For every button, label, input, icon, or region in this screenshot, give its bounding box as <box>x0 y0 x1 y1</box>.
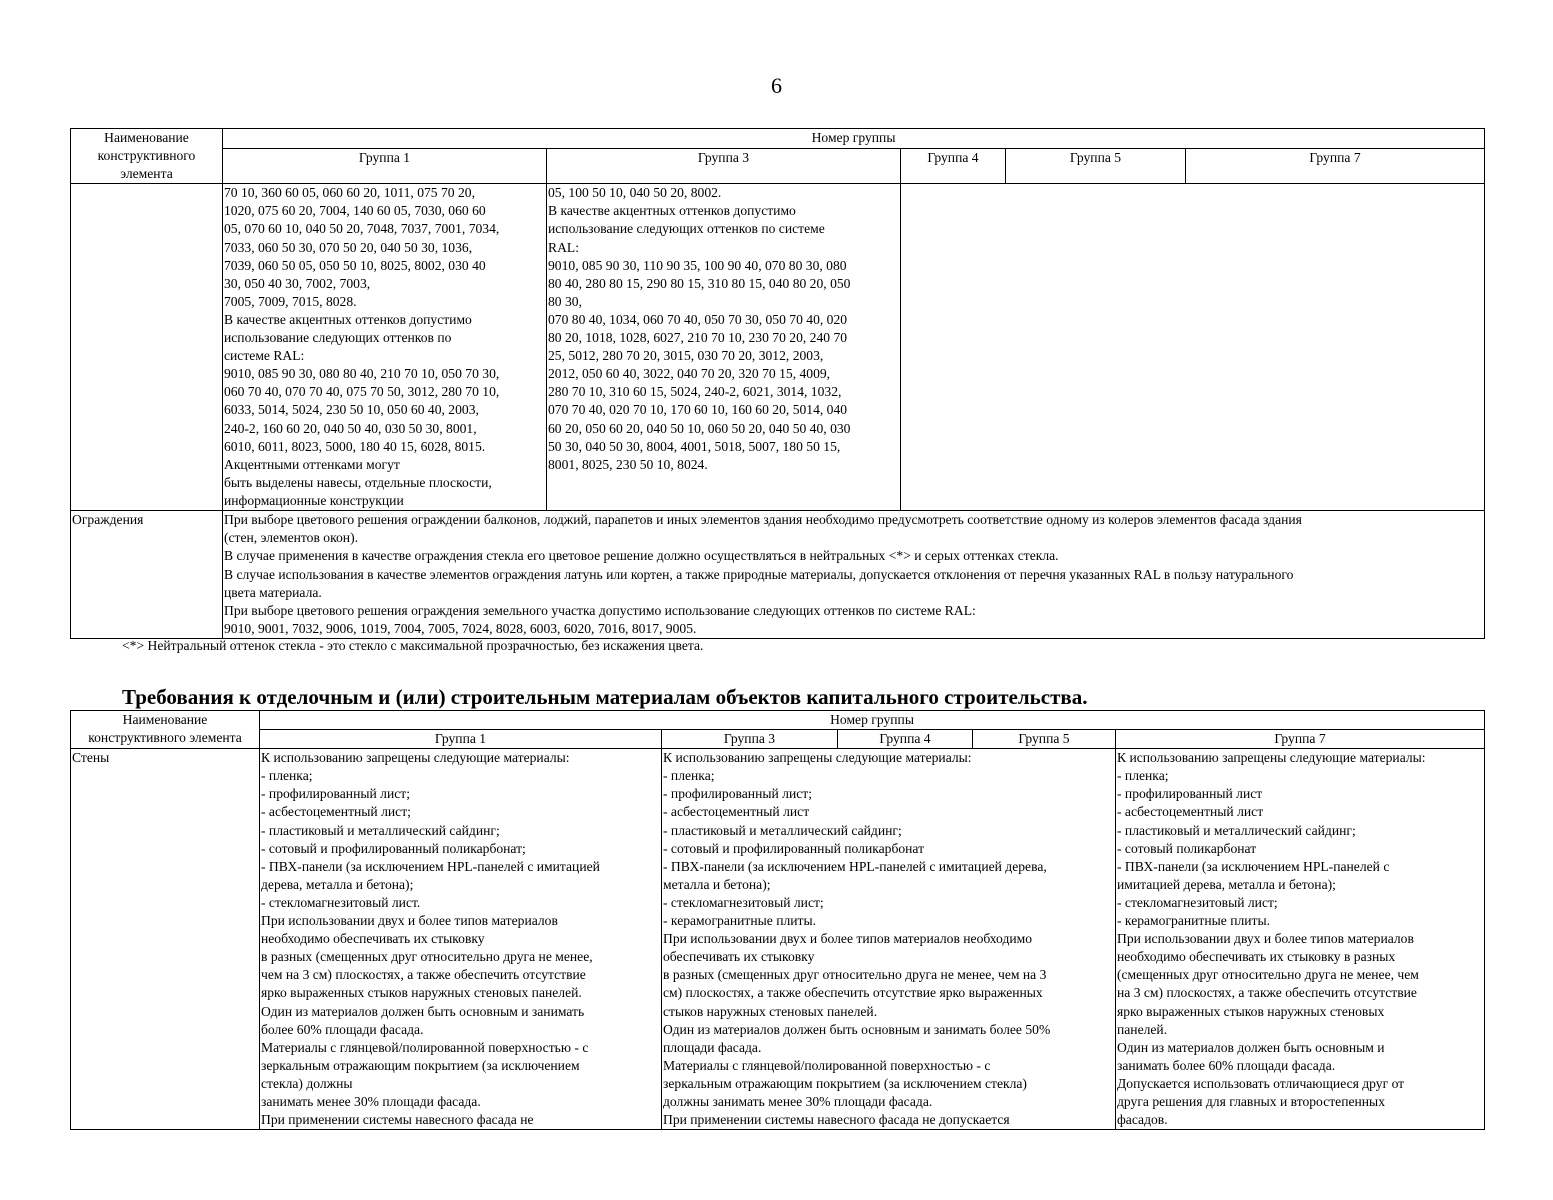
text-line: информационные конструкции <box>224 492 404 508</box>
header2-group-7: Группа 7 <box>1116 730 1485 749</box>
row-walls-group1 <box>260 749 662 1130</box>
text-line: использование следующих оттенков по <box>224 330 452 346</box>
text-line: Допускается использовать отличающиеся друг от <box>1117 1075 1405 1091</box>
text-line: - ПВХ-панели (за исключением HPL-панелей с <box>1117 858 1390 874</box>
text-line: - сотовый поликарбонат <box>1117 840 1257 856</box>
row-colors-group1 <box>223 184 547 511</box>
text-line: 05, 100 50 10, 040 50 20, 8002. <box>548 185 722 201</box>
text-line: 70 10, 360 60 05, 060 60 20, 1011, 075 70 20, <box>224 185 475 201</box>
text-line: 9010, 085 90 30, 080 80 40, 210 70 10, 050 70 30, <box>224 366 500 382</box>
header2-group-3: Группа 3 <box>662 730 838 749</box>
text-line: 7039, 060 50 05, 050 50 10, 8025, 8002, 030 40 <box>224 257 486 273</box>
text-line: Один из материалов должен быть основным и занимать более 50% <box>663 1021 1051 1037</box>
text-line: - асбестоцементный лист <box>1117 804 1264 820</box>
text-line: К использованию запрещены следующие материалы: <box>261 750 570 766</box>
text-line: При применении системы навесного фасада не <box>261 1112 534 1128</box>
text-line: 6033, 5014, 5024, 230 50 10, 050 60 40, 2003, <box>224 402 479 418</box>
header-group-3: Группа 3 <box>547 148 901 183</box>
page-number: 6 <box>771 73 782 98</box>
text-line: - керамогранитные плиты. <box>1117 913 1270 929</box>
text-line: имитацией дерева, металла и бетона); <box>1117 876 1336 892</box>
text-line: При использовании двух и более типов материалов <box>261 913 558 929</box>
text-line: в разных (смещенных друг относительно друга не менее, <box>261 949 593 965</box>
text-line: Материалы с глянцевой/полированной поверхностью - с <box>261 1039 589 1055</box>
text-line: стыков наружных стеновых панелей. <box>663 1003 878 1019</box>
text-line: - пластиковый и металлический сайдинг; <box>261 822 500 838</box>
text-line: - асбестоцементный лист; <box>261 804 411 820</box>
row-colors-name <box>71 184 223 511</box>
text-line: (смещенных друг относительно друга не менее, чем <box>1117 967 1419 983</box>
text-line: панелей. <box>1117 1021 1168 1037</box>
text-line: друга решения для главных и второстепенных <box>1117 1093 1385 1109</box>
text-line: фасадов. <box>1117 1112 1168 1128</box>
text-line: Акцентными оттенками могут <box>224 456 400 472</box>
text-line: - ПВХ-панели (за исключением HPL-панелей с имитацией дерева, <box>663 858 1047 874</box>
text-line: 05, 070 60 10, 040 50 20, 7048, 7037, 7001, 7034, <box>224 221 500 237</box>
row-walls-name: Стены <box>71 749 260 1130</box>
text-line: дерева, металла и бетона); <box>261 876 414 892</box>
text-line: - ПВХ-панели (за исключением HPL-панелей с имитацией <box>261 858 600 874</box>
section-title: Требования к отделочным и (или) строительным материалам объектов капитального строительства. <box>122 685 1088 709</box>
table-row-fences <box>71 511 1485 639</box>
text-line: - сотовый и профилированный поликарбонат <box>663 840 925 856</box>
text-line: 2012, 050 60 40, 3022, 040 70 20, 320 70 15, 4009, <box>548 366 831 382</box>
text-line: Один из материалов должен быть основным и <box>1117 1039 1385 1055</box>
header-element-name: Наименование конструктивного элемента <box>71 129 223 184</box>
text-line: - профилированный лист; <box>261 786 410 802</box>
text-line: К использованию запрещены следующие материалы: <box>663 750 972 766</box>
header-group-1: Группа 1 <box>223 148 547 183</box>
text-line: В случае использования в качестве элементов ограждения латунь или кортен, а также природные материалы, допускается отклонения от перечня указанных RAL в пользу натурального <box>224 566 1294 582</box>
color-requirements-table <box>70 128 1485 639</box>
text-line: В качестве акцентных оттенков допустимо <box>224 311 472 327</box>
text-line: 060 70 40, 070 70 40, 075 70 50, 3012, 280 70 10, <box>224 384 500 400</box>
text-line: зеркальным отражающим покрытием (за исключением стекла) <box>663 1075 1027 1091</box>
row-colors-group3 <box>547 184 901 511</box>
text-line: площади фасада. <box>663 1039 762 1055</box>
text-line: занимать более 60% площади фасада. <box>1117 1057 1336 1073</box>
text-line: металла и бетона); <box>663 876 771 892</box>
text-line: 9010, 085 90 30, 110 90 35, 100 90 40, 070 80 30, 080 <box>548 257 847 273</box>
text-line: более 60% площади фасада. <box>261 1021 424 1037</box>
text-line: Материалы с глянцевой/полированной поверхностью - с <box>663 1057 991 1073</box>
text-line: - пленка; <box>663 768 715 784</box>
text-line: должны занимать менее 30% площади фасада. <box>663 1093 933 1109</box>
text-line: 7033, 060 50 30, 070 50 20, 040 50 30, 1036, <box>224 239 473 255</box>
row-colors-empty <box>901 184 1485 511</box>
text-line: В качестве акцентных оттенков допустимо <box>548 203 796 219</box>
header2-element-name: Наименование конструктивного элемента <box>71 711 260 749</box>
text-line: К использованию запрещены следующие материалы: <box>1117 750 1426 766</box>
text-line: - сотовый и профилированный поликарбонат; <box>261 840 526 856</box>
text-line: 30, 050 40 30, 7002, 7003, <box>224 275 371 291</box>
header2-group-5: Группа 5 <box>973 730 1116 749</box>
text-line: 070 80 40, 1034, 060 70 40, 050 70 30, 050 70 40, 020 <box>548 311 848 327</box>
text-line: на 3 см) плоскостях, а также обеспечить отсутствие <box>1117 985 1417 1001</box>
text-line: 6010, 6011, 8023, 5000, 180 40 15, 6028, 8015. <box>224 438 486 454</box>
text-line: необходимо обеспечивать их стыковку <box>261 931 485 947</box>
row-walls-group7 <box>1116 749 1485 1130</box>
text-line: - пластиковый и металлический сайдинг; <box>663 822 902 838</box>
text-line: - пленка; <box>261 768 313 784</box>
text-line: RAL: <box>548 239 579 255</box>
header-group-5: Группа 5 <box>1006 148 1186 183</box>
text-line: 80 40, 280 80 15, 290 80 15, 310 80 15, 040 80 20, 050 <box>548 275 851 291</box>
header-group-4: Группа 4 <box>901 148 1006 183</box>
text-line: стекла) должны <box>261 1075 353 1091</box>
text-line: 60 20, 050 60 20, 040 50 10, 060 50 20, 040 50 40, 030 <box>548 420 851 436</box>
text-line: - стекломагнезитовый лист; <box>663 894 824 910</box>
text-line: ярко выраженных стыков наружных стеновых панелей. <box>261 985 582 1001</box>
text-line: - пленка; <box>1117 768 1169 784</box>
header2-group-1: Группа 1 <box>260 730 662 749</box>
text-line: см) плоскостях, а также обеспечить отсутствие ярко выраженных <box>663 985 1043 1001</box>
text-line: - керамогранитные плиты. <box>663 913 816 929</box>
text-line: 9010, 9001, 7032, 9006, 1019, 7004, 7005, 7024, 8028, 6003, 6020, 7016, 8017, 9005. <box>224 620 697 636</box>
text-line: быть выделены навесы, отдельные плоскости, <box>224 474 492 490</box>
text-line: При использовании двух и более типов материалов необходимо <box>663 931 1033 947</box>
text-line: ярко выраженных стыков наружных стеновых <box>1117 1003 1385 1019</box>
text-line: 7005, 7009, 7015, 8028. <box>224 293 357 309</box>
text-line: 50 30, 040 50 30, 8004, 4001, 5018, 5007, 180 50 15, <box>548 438 841 454</box>
text-line: - стекломагнезитовый лист. <box>261 894 421 910</box>
text-line: - асбестоцементный лист <box>663 804 810 820</box>
text-line: 8001, 8025, 230 50 10, 8024. <box>548 456 708 472</box>
table-row-colors <box>71 184 1485 511</box>
text-line: - стекломагнезитовый лист; <box>1117 894 1278 910</box>
header-group-7: Группа 7 <box>1186 148 1485 183</box>
text-line: обеспечивать их стыковку <box>663 949 815 965</box>
text-line: 070 70 40, 020 70 10, 170 60 10, 160 60 20, 5014, 040 <box>548 402 848 418</box>
text-line: занимать менее 30% площади фасада. <box>261 1093 481 1109</box>
text-line: 25, 5012, 280 70 20, 3015, 030 70 20, 3012, 2003, <box>548 348 824 364</box>
text-line: Один из материалов должен быть основным и занимать <box>261 1003 585 1019</box>
header2-group-4: Группа 4 <box>838 730 973 749</box>
row-walls-group3-5 <box>662 749 1116 1130</box>
text-line: системе RAL: <box>224 348 305 364</box>
materials-requirements-table <box>70 710 1485 1130</box>
row-fences-name: Ограждения <box>71 511 223 639</box>
text-line: 240-2, 160 60 20, 040 50 40, 030 50 30, 8001, <box>224 420 477 436</box>
text-line: - профилированный лист <box>1117 786 1263 802</box>
text-line: цвета материала. <box>224 584 322 600</box>
text-line: При выборе цветового решения ограждения земельного участка допустимо использование следующих оттенков по системе RAL: <box>224 602 976 618</box>
text-line: - пластиковый и металлический сайдинг; <box>1117 822 1356 838</box>
text-line: в разных (смещенных друг относительно друга не менее, чем на 3 <box>663 967 1047 983</box>
text-line: 1020, 075 60 20, 7004, 140 60 05, 7030, 060 60 <box>224 203 486 219</box>
text-line: 80 30, <box>548 293 582 309</box>
text-line: 280 70 10, 310 60 15, 5024, 240-2, 6021, 3014, 1032, <box>548 384 842 400</box>
footnote: <*> Нейтральный оттенок стекла - это стекло с максимальной прозрачностью, без искажения цвета. <box>122 638 704 653</box>
text-line: 80 20, 1018, 1028, 6027, 210 70 10, 230 70 20, 240 70 <box>548 330 848 346</box>
text-line: использование следующих оттенков по системе <box>548 221 825 237</box>
text-line: При выборе цветового решения ограждении балконов, лоджий, парапетов и иных элементов здания необходимо предусмотреть соответствие одному из колеров элементов фасада здания <box>224 512 1302 528</box>
text-line: зеркальным отражающим покрытием (за исключением <box>261 1057 580 1073</box>
row-fences-text <box>223 511 1485 639</box>
text-line: При применении системы навесного фасада не допускается <box>663 1112 1010 1128</box>
text-line: чем на 3 см) плоскостях, а также обеспечить отсутствие <box>261 967 586 983</box>
text-line: В случае применения в качестве ограждения стекла его цветовое решение должно осуществляться в нейтральных <*> и серых оттенках стекла. <box>224 548 1059 564</box>
text-line: - профилированный лист; <box>663 786 812 802</box>
header2-group-number: Номер группы <box>260 711 1485 730</box>
header-group-number: Номер группы <box>223 129 1485 149</box>
text-line: При использовании двух и более типов материалов <box>1117 931 1414 947</box>
table-row-walls <box>71 749 1485 1130</box>
text-line: необходимо обеспечивать их стыковку в разных <box>1117 949 1396 965</box>
text-line: (стен, элементов окон). <box>224 530 359 546</box>
